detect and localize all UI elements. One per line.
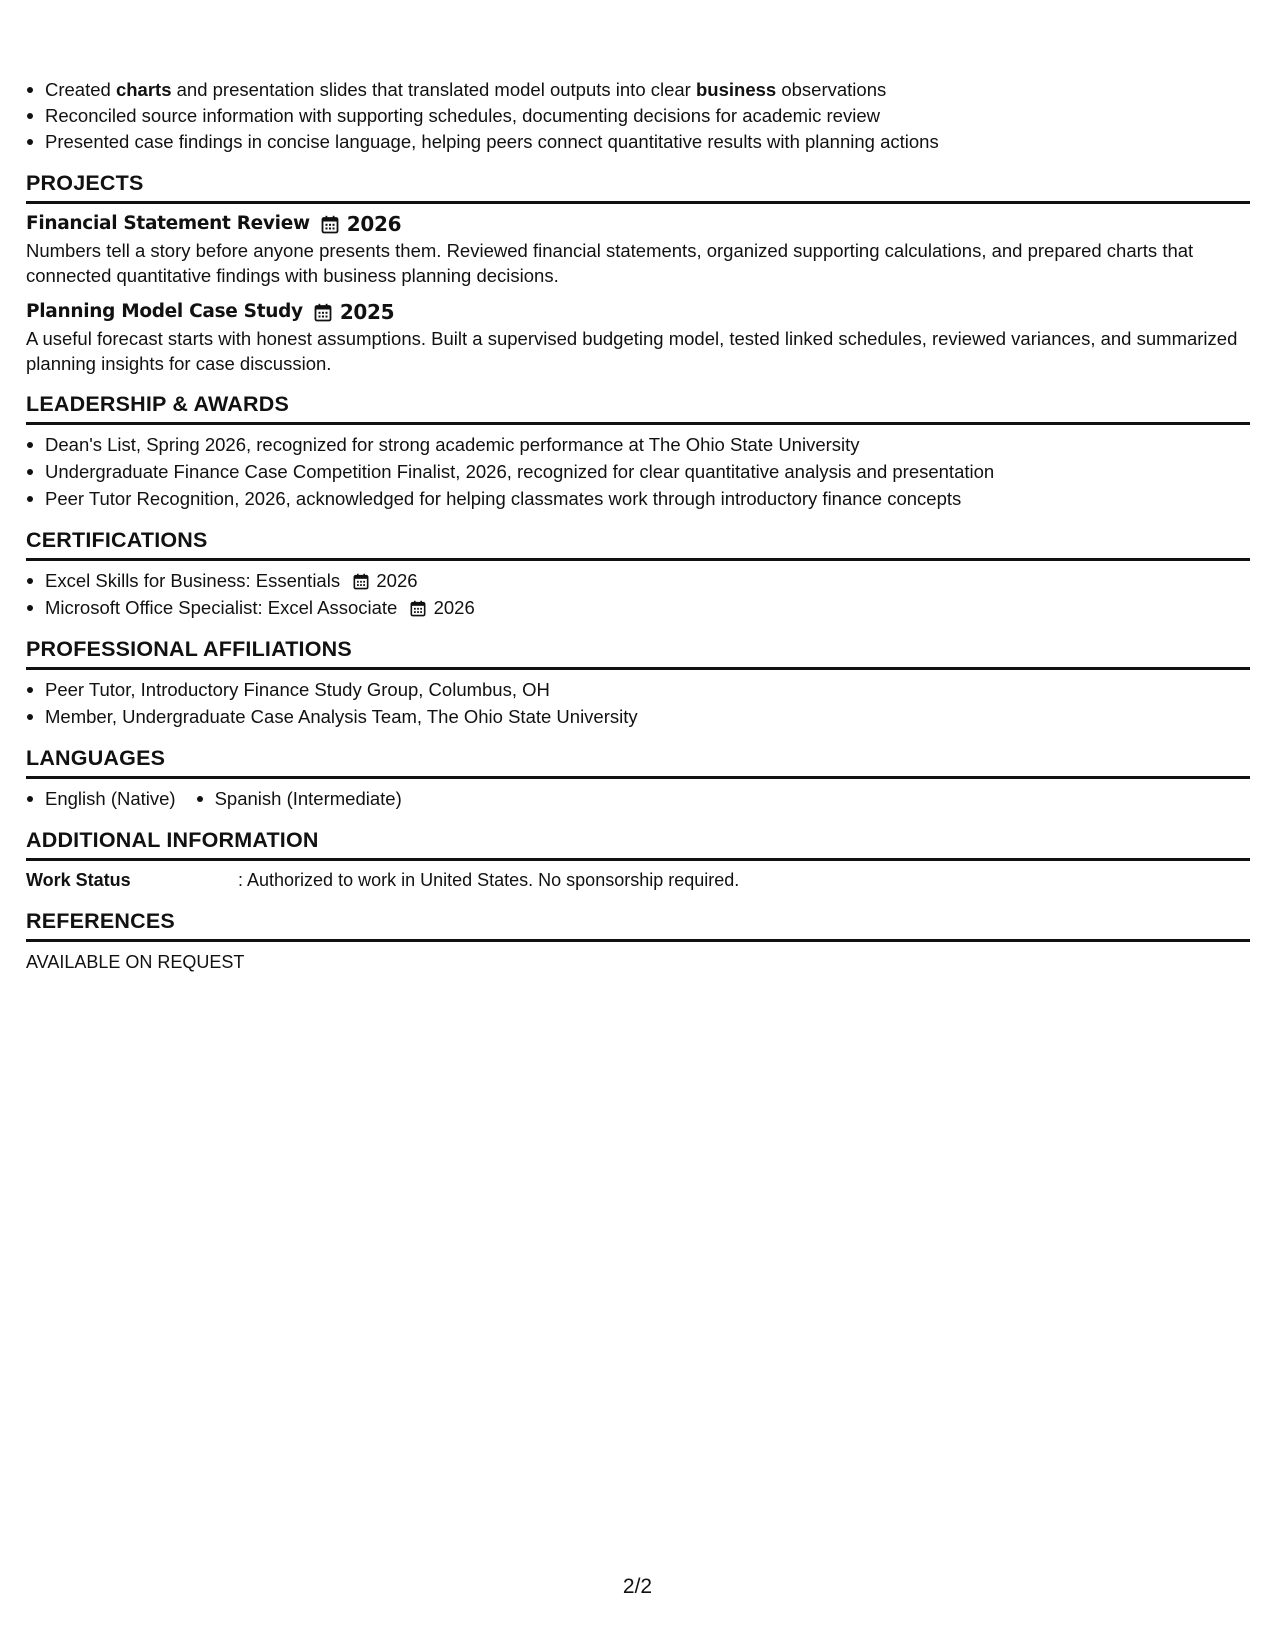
- section-references: [26, 907, 1250, 975]
- project-year: 2026: [346, 212, 402, 236]
- project-title: Planning Model Case Study: [26, 301, 303, 322]
- certifications-list: [26, 567, 1250, 621]
- calendar-icon: [321, 215, 339, 234]
- list-item: Undergraduate Finance Case Competition Finalist, 2026, recognized for clear quantitative analysis and presentation: [26, 458, 1250, 485]
- certification-item: [26, 567, 1250, 594]
- work-status-label: Work Status: [26, 870, 131, 890]
- certification-name: Excel Skills for Business: Essentials: [45, 570, 341, 591]
- list-item: Peer Tutor Recognition, 2026, acknowledged for helping classmates work through introductory finance concepts: [26, 485, 1250, 512]
- project-description: A useful forecast starts with honest assumptions. Built a supervised budgeting model, tested linked schedules, reviewed variances, and summarized planning insights for case discussion.: [26, 328, 1238, 374]
- resume-page: [26, 76, 1250, 975]
- certification-year: 2026: [433, 597, 475, 618]
- language-item: Spanish (Intermediate): [196, 785, 402, 812]
- section-languages: [26, 744, 1250, 812]
- affiliations-list: [26, 676, 1250, 730]
- bold-keyword: charts: [115, 79, 172, 100]
- list-item: Member, Undergraduate Case Analysis Team, The Ohio State University: [26, 703, 1250, 730]
- section-heading: REFERENCES: [26, 907, 1250, 942]
- leadership-list: [26, 431, 1250, 512]
- section-additional-information: [26, 826, 1250, 893]
- calendar-icon: [314, 303, 332, 322]
- list-item: Dean's List, Spring 2026, recognized for strong academic performance at The Ohio State University: [26, 431, 1250, 458]
- experience-bullet: Created charts and presentation slides that translated model outputs into clear business observations: [26, 76, 1250, 103]
- project-item: [26, 299, 1250, 376]
- section-heading: CERTIFICATIONS: [26, 526, 1250, 561]
- list-item: Peer Tutor, Introductory Finance Study Group, Columbus, OH: [26, 676, 1250, 703]
- section-professional-affiliations: [26, 635, 1250, 730]
- section-heading: PROFESSIONAL AFFILIATIONS: [26, 635, 1250, 670]
- project-description: Numbers tell a story before anyone presents them. Reviewed financial statements, organized supporting calculations, and prepared charts that connected quantitative findings with business planning decisions.: [26, 240, 1194, 286]
- experience-bullet: Presented case findings in concise language, helping peers connect quantitative results with planning actions: [26, 128, 1250, 155]
- calendar-icon: [353, 573, 369, 590]
- section-heading: LEADERSHIP & AWARDS: [26, 390, 1250, 425]
- bold-keyword: business: [696, 79, 777, 100]
- certification-year: 2026: [376, 570, 418, 591]
- work-status-value: : Authorized to work in United States. No sponsorship required.: [238, 870, 740, 890]
- references-text: AVAILABLE ON REQUEST: [26, 952, 245, 972]
- section-heading: PROJECTS: [26, 169, 1250, 204]
- project-title: Financial Statement Review: [26, 213, 310, 234]
- experience-bullets: [26, 76, 1250, 155]
- project-item: [26, 211, 1250, 288]
- section-heading: LANGUAGES: [26, 744, 1250, 779]
- section-projects: [26, 169, 1250, 376]
- section-leadership-awards: [26, 390, 1250, 512]
- experience-bullet: Reconciled source information with supporting schedules, documenting decisions for academic review: [26, 102, 1250, 129]
- languages-list: [26, 785, 1250, 812]
- project-year: 2025: [339, 300, 395, 324]
- section-heading: ADDITIONAL INFORMATION: [26, 826, 1250, 861]
- page-number: 2/2: [622, 1575, 653, 1598]
- section-certifications: [26, 526, 1250, 621]
- certification-item: [26, 594, 1250, 621]
- work-status-row: [26, 867, 1250, 893]
- certification-name: Microsoft Office Specialist: Excel Associate: [45, 597, 398, 618]
- calendar-icon: [410, 600, 426, 617]
- language-item: English (Native): [26, 785, 176, 812]
